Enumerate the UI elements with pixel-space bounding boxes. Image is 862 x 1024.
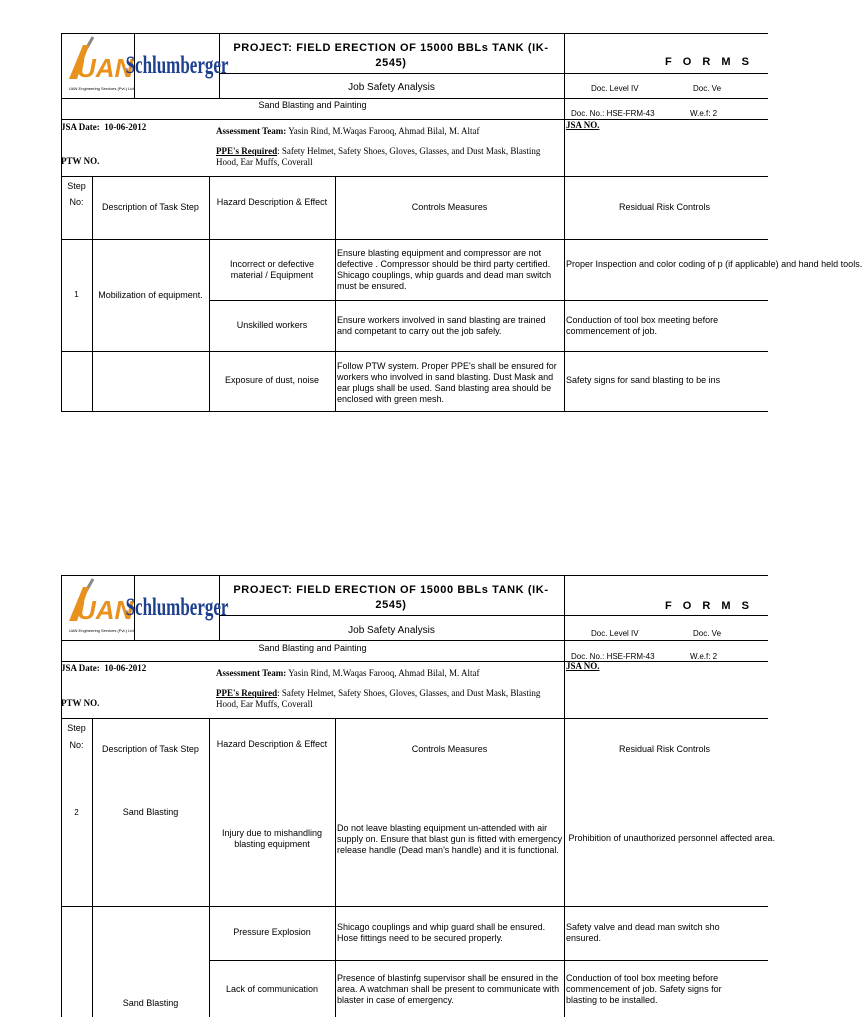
- company-logo: [63, 577, 133, 637]
- col-controls: Controls Measures: [411, 744, 488, 754]
- rule: [61, 351, 768, 352]
- company-logo: [63, 35, 133, 95]
- col-residual: Residual Risk Controls: [619, 744, 711, 754]
- control-measure: Presence of blastinfg supervisor shall be ensured in the area. A watchman shall be present to communicate with blaster in case of emergency.: [337, 973, 560, 1005]
- jsa-number-label: JSA NO.: [566, 661, 600, 671]
- rule: [61, 661, 768, 662]
- hazard-description: Lack of communication: [225, 984, 319, 994]
- project-title: PROJECT: FIELD ERECTION OF 15000 BBLs TANK (IK-2545): [233, 584, 549, 611]
- doc-level: Doc. Level IV: [591, 84, 639, 93]
- hazard-description: Incorrect or defective material / Equipment: [229, 259, 315, 280]
- step-number: 1: [74, 290, 79, 299]
- svg-text:UAN Engineering Services (Pvt.: UAN Engineering Services (Pvt.) Ltd.: [69, 628, 135, 633]
- rule: [61, 98, 768, 99]
- task-description: Sand Blasting: [122, 998, 179, 1008]
- doc-version: Doc. Ve: [693, 84, 722, 93]
- form-title: Job Safety Analysis: [348, 625, 435, 636]
- col-hazard: Hazard Description & Effect: [216, 197, 328, 207]
- project-title: PROJECT: FIELD ERECTION OF 15000 BBLs TANK (IK-2545): [233, 42, 549, 69]
- rule: [564, 575, 565, 718]
- residual-control: Safety valve and dead man switch sho ensured.: [566, 922, 720, 943]
- col-step-no: No:: [69, 740, 84, 750]
- jsa-form-page-1: [61, 33, 862, 412]
- control-measure: Ensure workers involved in sand blasting are trained and competant to carry out the job safely.: [337, 315, 546, 336]
- rule: [564, 119, 565, 176]
- assessment-team: Assessment Team: Yasin Rind, M.Waqas Farooq, Ahmad Bilal, M. Altaf: [216, 668, 480, 678]
- rule: [335, 718, 336, 1017]
- col-step-no: No:: [69, 197, 84, 207]
- control-measure: Ensure blasting equipment and compressor are not defective . Compressor should be third party certified. Shicago couplings, whip guards and dead man switch must be ensured.: [337, 248, 552, 291]
- ptw-number-label: PTW NO.: [61, 156, 100, 166]
- rule: [61, 718, 768, 719]
- rule: [61, 906, 768, 907]
- residual-control: Proper Inspection and color coding of p (if applicable) and hand held tools.: [566, 259, 862, 269]
- forms-label: F O R M S: [665, 600, 753, 612]
- svg-text:Schlumberger: Schlumberger: [125, 592, 229, 621]
- rule: [61, 239, 768, 240]
- residual-control: Conduction of tool box meeting before commencement of job.: [566, 315, 719, 336]
- effective-date: W.e.f: 2: [690, 109, 718, 118]
- rule: [209, 176, 210, 412]
- rule: [564, 73, 565, 119]
- residual-control: Safety signs for sand blasting to be ins: [566, 375, 721, 385]
- control-measure: Follow PTW system. Proper PPE's shall be ensured for workers who involved in sand blasting. Dust Mask and ear plugs shall be used. Sand blasting area should be enclosed with green mesh.: [337, 361, 557, 404]
- jsa-number-label: JSA NO.: [566, 120, 600, 130]
- rule: [219, 73, 768, 74]
- rule: [61, 575, 62, 1017]
- hazard-description: Unskilled workers: [236, 320, 308, 330]
- doc-level: Doc. Level IV: [591, 629, 639, 638]
- svg-text:Schlumberger: Schlumberger: [125, 50, 229, 79]
- task-description: Mobilization of equipment.: [98, 290, 203, 300]
- rule: [209, 960, 768, 961]
- col-residual: Residual Risk Controls: [619, 202, 711, 212]
- doc-number: Doc. No.: HSE-FRM-43: [571, 652, 655, 661]
- rule: [219, 615, 768, 616]
- ptw-number-label: PTW NO.: [61, 698, 100, 708]
- ppe-required: PPE's Required: Safety Helmet, Safety Shoes, Gloves, Glasses, and Dust Mask, Blasting Hood, Ear Muffs, Coverall: [216, 688, 541, 709]
- client-logo: [125, 43, 229, 87]
- hazard-description: Pressure Explosion: [233, 927, 311, 937]
- doc-number: Doc. No.: HSE-FRM-43: [571, 109, 655, 118]
- rule: [61, 33, 62, 412]
- rule: [92, 718, 93, 1017]
- activity-title: Sand Blasting and Painting: [258, 643, 367, 653]
- control-measure: Do not leave blasting equipment un-attended with air supply on. Ensure that blast gun is fitted with emergency release handle (Dead man's handle) and it is functional.: [337, 823, 563, 855]
- rule: [61, 575, 768, 576]
- col-hazard: Hazard Description & Effect: [216, 739, 328, 749]
- col-task: Description of Task Step: [102, 744, 199, 754]
- forms-label: F O R M S: [665, 56, 753, 68]
- rule: [209, 718, 210, 1017]
- hazard-description: Exposure of dust, noise: [224, 375, 320, 385]
- svg-text:UAN: UAN: [77, 595, 134, 625]
- residual-control: Conduction of tool box meeting before commencement of job. Safety signs for blasting to be installed.: [566, 973, 722, 1005]
- rule: [61, 640, 768, 641]
- step-number: 2: [74, 808, 79, 817]
- rule: [61, 176, 768, 177]
- col-step: Step: [67, 723, 86, 733]
- rule: [564, 33, 565, 73]
- rule: [564, 176, 565, 412]
- rule: [61, 119, 768, 120]
- jsa-date-label: JSA Date: 10-06-2012: [61, 663, 147, 673]
- form-title: Job Safety Analysis: [348, 82, 435, 93]
- client-logo: [125, 585, 229, 629]
- doc-version: Doc. Ve: [693, 629, 722, 638]
- rule: [209, 300, 768, 301]
- col-task: Description of Task Step: [102, 202, 199, 212]
- svg-text:UAN: UAN: [77, 53, 134, 83]
- col-controls: Controls Measures: [411, 202, 488, 212]
- col-step: Step: [67, 181, 86, 191]
- rule: [61, 33, 768, 34]
- task-description: Sand Blasting: [122, 807, 179, 817]
- jsa-form-page-2: [61, 575, 775, 1017]
- ppe-required: PPE's Required: Safety Helmet, Safety Shoes, Gloves, Glasses, and Dust Mask, Blasting Hood, Ear Muffs, Coverall: [216, 146, 541, 167]
- rule: [564, 718, 565, 1017]
- jsa-date-label: JSA Date: 10-06-2012: [61, 122, 147, 132]
- activity-title: Sand Blasting and Painting: [258, 100, 367, 110]
- svg-text:UAN Engineering Services (Pvt.: UAN Engineering Services (Pvt.) Ltd.: [69, 86, 135, 91]
- rule: [61, 411, 768, 412]
- residual-control: Prohibition of unauthorized personnel affected area.: [568, 833, 775, 843]
- hazard-description: Injury due to mishandling blasting equipment: [221, 828, 323, 849]
- effective-date: W.e.f: 2: [690, 652, 718, 661]
- control-measure: Shicago couplings and whip guard shall be ensured. Hose fittings need to be secured properly.: [337, 922, 546, 943]
- assessment-team: Assessment Team: Yasin Rind, M.Waqas Farooq, Ahmad Bilal, M. Altaf: [216, 126, 480, 136]
